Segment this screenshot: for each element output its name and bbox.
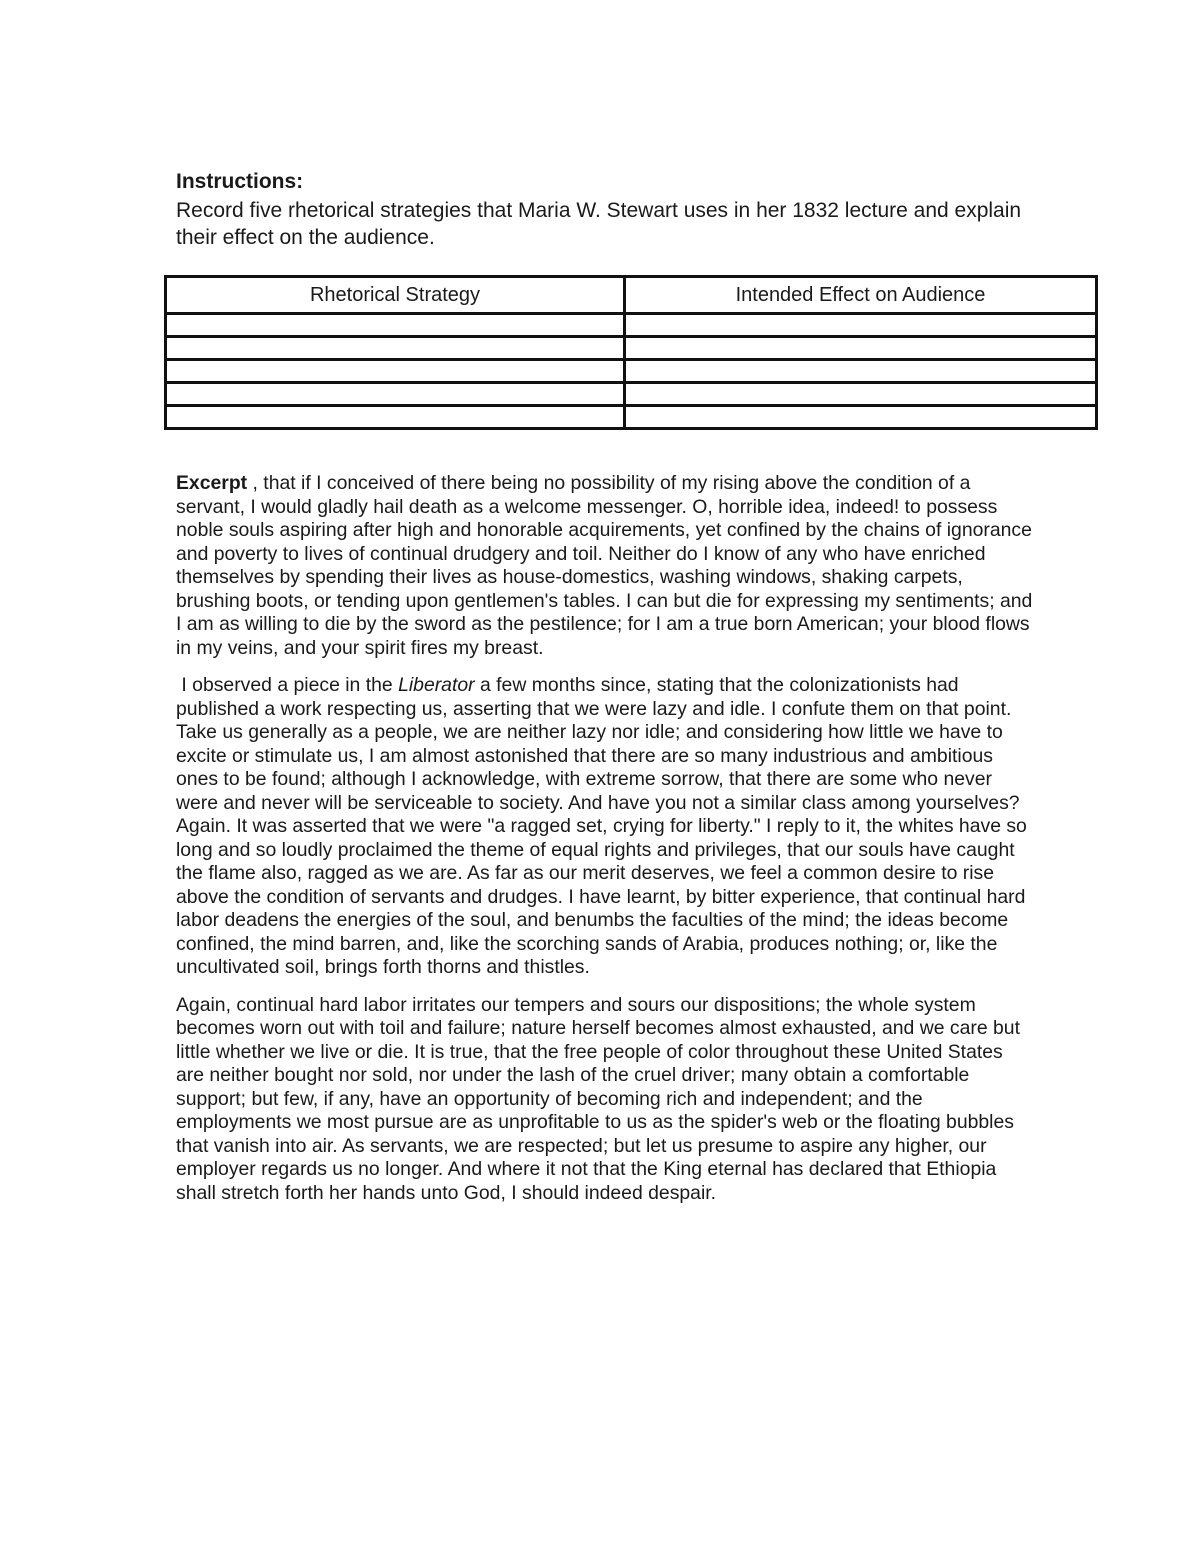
effect-cell[interactable] bbox=[625, 314, 1097, 337]
strategy-table bbox=[164, 275, 1098, 430]
table-row bbox=[166, 337, 1097, 360]
table-header-row bbox=[166, 277, 1097, 314]
excerpt-label: Excerpt bbox=[176, 472, 248, 494]
table-row bbox=[166, 406, 1097, 429]
strategy-cell[interactable] bbox=[166, 383, 625, 406]
excerpt-paragraph-2 bbox=[176, 674, 1036, 980]
strategy-cell[interactable] bbox=[166, 360, 625, 383]
instructions-text: Record five rhetorical strategies that Maria W. Stewart uses in her 1832 lecture and explain their effect on the audience. bbox=[176, 199, 1022, 249]
header-intended-effect: Intended Effect on Audience bbox=[625, 277, 1097, 314]
table-row bbox=[166, 314, 1097, 337]
excerpt-body bbox=[176, 472, 1036, 1219]
effect-cell[interactable] bbox=[625, 360, 1097, 383]
effect-cell[interactable] bbox=[625, 406, 1097, 429]
header-rhetorical-strategy: Rhetorical Strategy bbox=[166, 277, 625, 314]
table-row bbox=[166, 383, 1097, 406]
excerpt-p2-before: I observed a piece in the bbox=[181, 674, 393, 696]
excerpt-paragraph-3: Again, continual hard labor irritates our tempers and sours our dispositions; the whole system becomes worn out with toil and failure; nature herself becomes almost exhausted, and we care but little whether we live or die. It is true, that the free people of color throughout these United States are neither bought nor sold, nor under the lash of the cruel driver; many obtain a comfortable support; but few, if any, have an opportunity of becoming rich and independent; and the employments we most pursue are as unprofitable to us as the spider's web or the floating bubbles that vanish into air. As servants, we are respected; but let us presume to aspire any higher, our employer regards us no longer. And where it not that the King eternal has declared that Ethiopia shall stretch forth her hands unto God, I should indeed despair. bbox=[176, 993, 1020, 1204]
strategy-cell[interactable] bbox=[166, 337, 625, 360]
excerpt-p1-text: , that if I conceived of there being no possibility of my rising above the condition of a servant, I would gladly hail death as a welcome messenger. O, horrible idea, indeed! to possess noble souls aspiring after high and honorable acquirements, yet confined by the chains of ignorance and poverty to lives of continual drudgery and toil. Neither do I know of any who have enriched themselves by spending their lives as house-domestics, washing windows, shaking carpets, brushing boots, or tending upon gentlemen's tables. I can but die for expressing my sentiments; and I am as willing to die by the sword as the pestilence; for I am a true born American; your blood flows in my veins, and your spirit fires my breast. bbox=[176, 472, 1033, 659]
strategy-cell[interactable] bbox=[166, 406, 625, 429]
strategy-cell[interactable] bbox=[166, 314, 625, 337]
effect-cell[interactable] bbox=[625, 383, 1097, 406]
excerpt-paragraph-1 bbox=[176, 472, 1036, 660]
effect-cell[interactable] bbox=[625, 337, 1097, 360]
liberator-title: Liberator bbox=[398, 674, 475, 696]
instructions-heading: Instructions: bbox=[176, 170, 304, 193]
excerpt-p2-after: a few months since, stating that the colonizationists had published a work respecting us, asserting that we were lazy and idle. I confute them on that point. Take us generally as a people, we are neither lazy nor idle; and considering how little we have to excite or stimulate us, I am almost astonished that there are so many industrious and ambitious ones to be found; although I acknowledge, with extreme sorrow, that there are some who never were and never will be serviceable to society. And have you not a similar class among yourselves? Again. It was asserted that we were "a ragged set, crying for liberty." I reply to it, the whites have so long and so loudly proclaimed the theme of equal rights and privileges, that our souls have caught the flame also, ragged as we are. As far as our merit deserves, we feel a common desire to rise above the condition of servants and drudges. I have learnt, by bitter experience, that continual hard labor deadens the energies of the soul, and benumbs the faculties of the mind; the ideas become confined, the mind barren, and, like the scorching sands of Arabia, produces nothing; or, like the uncultivated soil, brings forth thorns and thistles. bbox=[176, 674, 1027, 978]
table-row bbox=[166, 360, 1097, 383]
